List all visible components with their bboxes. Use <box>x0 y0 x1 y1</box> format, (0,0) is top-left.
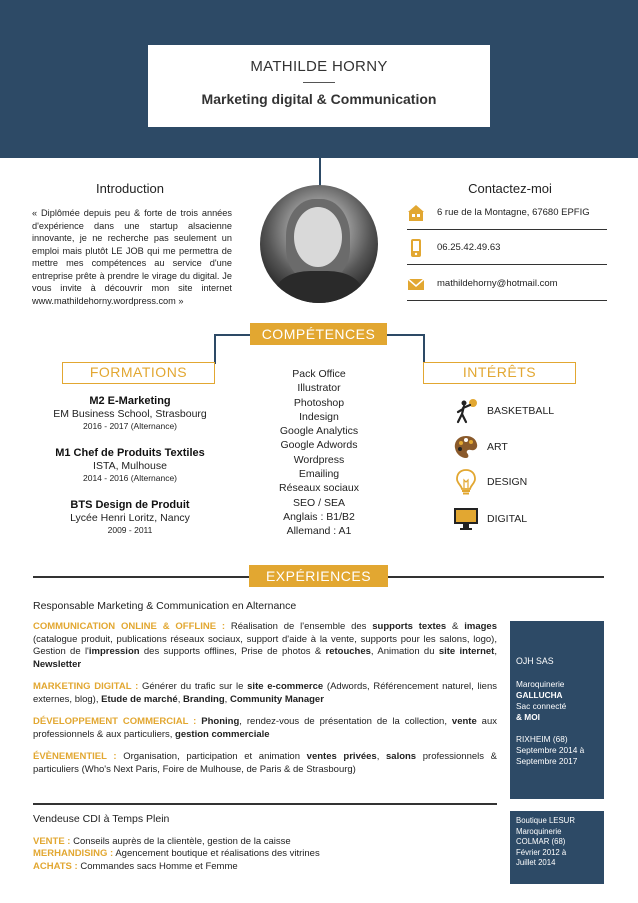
experience-title: Responsable Marketing & Communication en Alternance <box>33 600 297 612</box>
contact-heading: Contactez-moi <box>468 181 552 196</box>
email-text: mathildehorny@hotmail.com <box>437 278 558 289</box>
connector-line <box>387 334 423 336</box>
experience-details <box>33 836 497 873</box>
profile-photo <box>260 185 378 303</box>
experience-details <box>33 621 497 786</box>
interets-label: INTÉRÊTS <box>423 362 576 384</box>
formation-item: M1 Chef de Produits Textiles ISTA, Mulhouse 2014 - 2016 (Alternance) <box>55 447 205 483</box>
interest-label: BASKETBALL <box>487 405 555 417</box>
experience-sidebar: OJH SAS Maroquinerie GALLUCHA Sac connecté & MOI RIXHEIM (68) Septembre 2014 à Septembre 2017 <box>510 621 604 799</box>
skill-item: Réseaux sociaux <box>279 482 359 495</box>
experience-sidebar: Boutique LESUR Maroquinerie COLMAR (68) Février 2012 à Juillet 2014 <box>510 811 604 884</box>
skill-item: Google Adwords <box>280 439 358 452</box>
skill-item: Google Analytics <box>279 425 359 438</box>
experience-item: VENTE : Conseils auprès de la clientèle, gestion de la caisse <box>33 836 291 847</box>
connector-line <box>214 334 250 336</box>
job-title: Marketing digital & Communication <box>201 91 437 107</box>
contact-phone <box>407 237 607 265</box>
connector-line <box>423 334 425 364</box>
formation-item: BTS Design de Produit Lycée Henri Loritz, Nancy 2009 - 2011 <box>70 499 190 535</box>
lightbulb-icon <box>453 469 479 495</box>
connector-line <box>214 334 216 364</box>
name-divider <box>303 82 335 83</box>
experience-item: ÉVÈNEMENTIEL : Organisation, participation et animation ventes privées, salons professionnels & particuliers (Who's Next Paris, Foire de Mulhouse, de Paris & de Strasbourg) <box>33 751 498 775</box>
experience-item: DÉVELOPPEMENT COMMERCIAL : Phoning, rendez-vous de présentation de la collection, vente aux professionnels & aux particuliers, gestion commerciale <box>33 716 498 740</box>
address-text: 6 rue de la Montagne, 67680 EPFIG <box>437 207 590 218</box>
interest-label: DESIGN <box>487 476 528 488</box>
intro-text: « Diplômée depuis peu & forte de trois années d'expérience dans une startup alsacienne innovante, je ne recherche pas seulement un emploi mais plutôt LE JOB qui me permettra de mettre mes compétences au service d'une entreprise prête à prendre le virage du digital. Je vous invite à découvrir mon site internet www.mathildehorny.wordpress.com » <box>32 208 232 306</box>
palette-icon <box>453 434 479 460</box>
experience-item: ACHATS : Commandes sacs Homme et Femme <box>33 860 238 872</box>
experience-item: MERHANDISING : Agencement boutique et réalisations des vitrines <box>33 848 320 860</box>
experience-item: MARKETING DIGITAL : Générer du trafic sur le site e-commerce (Adwords, Référencement naturel, liens externes, blog), Etude de marché, Branding, Community Manager <box>33 681 498 705</box>
skill-item: Photoshop <box>293 396 345 409</box>
experience-title: Vendeuse CDI à Temps Plein <box>33 813 170 825</box>
experiences-label: EXPÉRIENCES <box>249 565 388 587</box>
formations-label: FORMATIONS <box>62 362 215 384</box>
skill-item: Wordpress <box>293 453 345 466</box>
section-divider <box>388 576 604 578</box>
contact-email <box>407 273 607 301</box>
section-divider <box>33 576 249 578</box>
home-icon <box>407 204 425 222</box>
competences-label: COMPÉTENCES <box>250 323 387 345</box>
basketball-player-icon <box>453 398 479 424</box>
experience-divider <box>33 803 497 805</box>
monitor-icon <box>453 506 479 532</box>
skill-item: SEO / SEA <box>293 496 345 509</box>
interest-label: DIGITAL <box>487 513 528 525</box>
phone-text: 06.25.42.49.63 <box>437 242 501 253</box>
mail-icon <box>407 275 425 293</box>
skill-item: Anglais : B1/B2 <box>283 510 355 523</box>
connector-line <box>319 128 321 186</box>
skills-list <box>239 367 399 539</box>
interest-label: ART <box>487 441 508 453</box>
contact-address <box>407 202 607 230</box>
formation-item: M2 E-Marketing EM Business School, Strasbourg 2016 - 2017 (Alternance) <box>53 395 207 431</box>
skill-item: Emailing <box>298 468 340 481</box>
skill-item: Illustrator <box>297 382 341 395</box>
skill-item: Pack Office <box>292 368 346 380</box>
experience-item: COMMUNICATION ONLINE & OFFLINE : Réalisation de l'ensemble des supports textes & images (catalogue produit, publications réseaux sociaux, support d'aide à la vente, supports pour les salons, logo), Gestion de l'impression des supports offlines, Prise de photos & retouches, Animation du site internet, Newsletter <box>33 621 497 670</box>
intro-heading: Introduction <box>96 181 164 196</box>
person-name: MATHILDE HORNY <box>250 58 388 75</box>
skill-item: Allemand : A1 <box>286 525 352 538</box>
skill-item: Indesign <box>299 410 339 423</box>
phone-icon <box>407 239 425 257</box>
name-box <box>147 44 491 128</box>
